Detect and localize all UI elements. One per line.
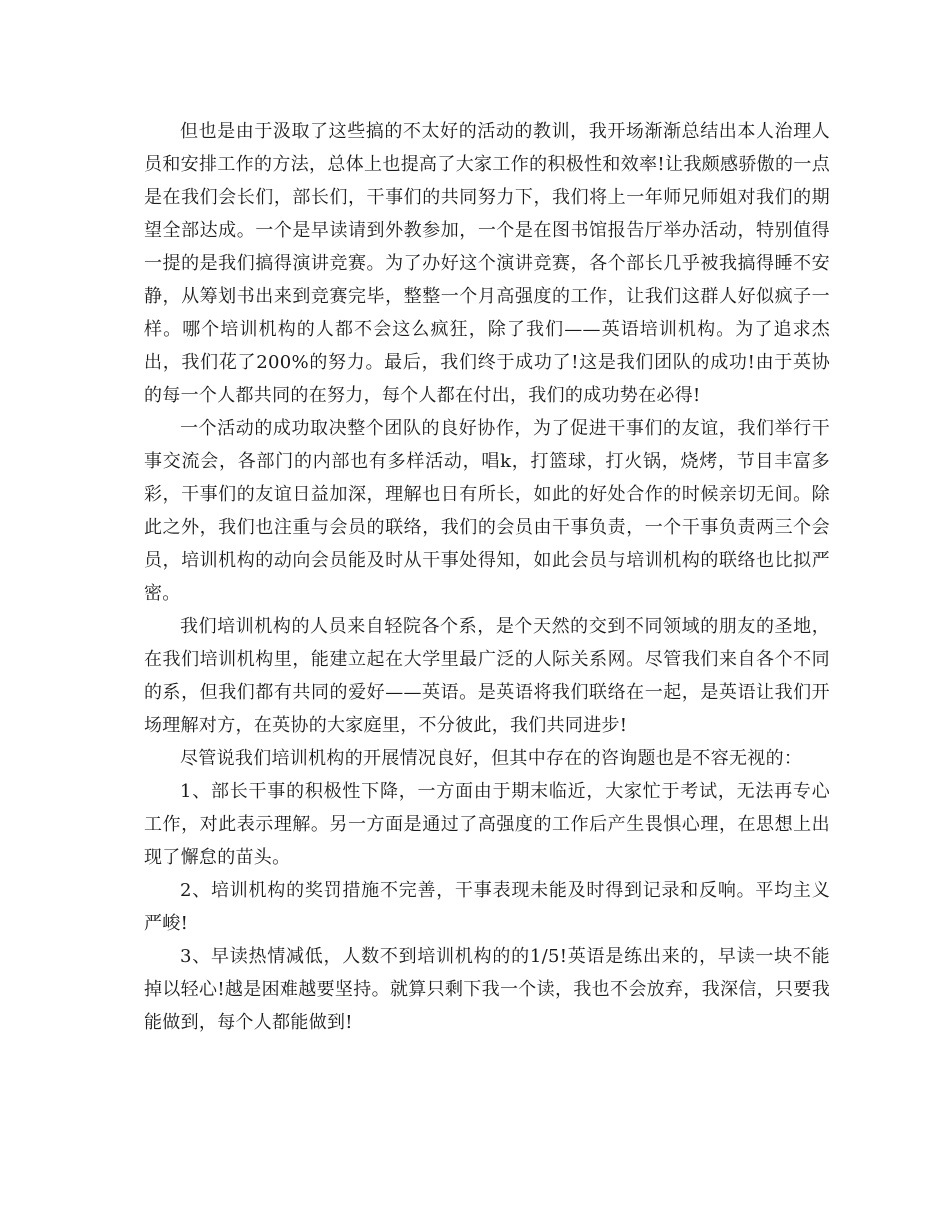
paragraph-problem-1: 1、部长干事的积极性下降，一方面由于期末临近，大家忙于考试，无法再专心工作，对此表示理解。另一方面是通过了高强度的工作后产生畏惧心理，在思想上出现了懈怠的苗头。 — [144, 781, 830, 868]
paragraph-lessons-learned: 但也是由于汲取了这些搞的不太好的活动的教训，我开场渐渐总结出本人治理人员和安排工作的方法，总体上也提高了大家工作的积极性和效率!让我颇感骄傲的一点是在我们会长们，部长们，干事们的共同努力下，我们将上一年师兄师姐对我们的期望全部达成。一个是早读请到外教参加，一个是在图书馆报告厅举办活动，特别值得一提的是我们搞得演讲竞赛。为了办好这个演讲竞赛，各个部长几乎被我搞得睡不安静，从筹划书出来到竞赛完毕，整整一个月高强度的工作，让我们这群人好似疯子一样。哪个培训机构的人都不会这么疯狂，除了我们——英语培训机构。为了追求杰出，我们花了200%的努力。最后，我们终于成功了!这是我们团队的成功!由于英协的每一个人都共同的在努力，每个人都在付出，我们的成功势在必得! — [144, 121, 830, 406]
paragraph-problem-3: 3、早读热情减低，人数不到培训机构的的1/5!英语是练出来的，早读一块不能掉以轻心!越是困难越要坚持。就算只剩下我一个读，我也不会放弃，我深信，只要我能做到，每个人都能做到! — [144, 946, 830, 1033]
paragraph-problem-2: 2、培训机构的奖罚措施不完善，干事表现未能及时得到记录和反响。平均主义严峻! — [144, 880, 830, 934]
paragraph-team-cooperation: 一个活动的成功取决整个团队的良好协作，为了促进干事们的友谊，我们举行干事交流会，各部门的内部也有多样活动，唱k，打篮球，打火锅，烧烤，节目丰富多彩，干事们的友谊日益加深，理解也日有所长，如此的好处合作的时候亲切无间。除此之外，我们也注重与会员的联络，我们的会员由干事负责，一个干事负责两三个会员，培训机构的动向会员能及时从干事处得知，如此会员与培训机构的联络也比拟严密。 — [144, 418, 830, 604]
paragraph-problems-intro: 尽管说我们培训机构的开展情况良好，但其中存在的咨询题也是不容无视的： — [180, 748, 803, 769]
paragraph-members-network: 我们培训机构的人员来自轻院各个系，是个天然的交到不同领域的朋友的圣地，在我们培训机构里，能建立起在大学里最广泛的人际关系网。尽管我们来自各个不同的系，但我们都有共同的爱好——英语。是英语将我们联络在一起，是英语让我们开场理解对方，在英协的大家庭里，不分彼此，我们共同进步! — [144, 616, 830, 736]
